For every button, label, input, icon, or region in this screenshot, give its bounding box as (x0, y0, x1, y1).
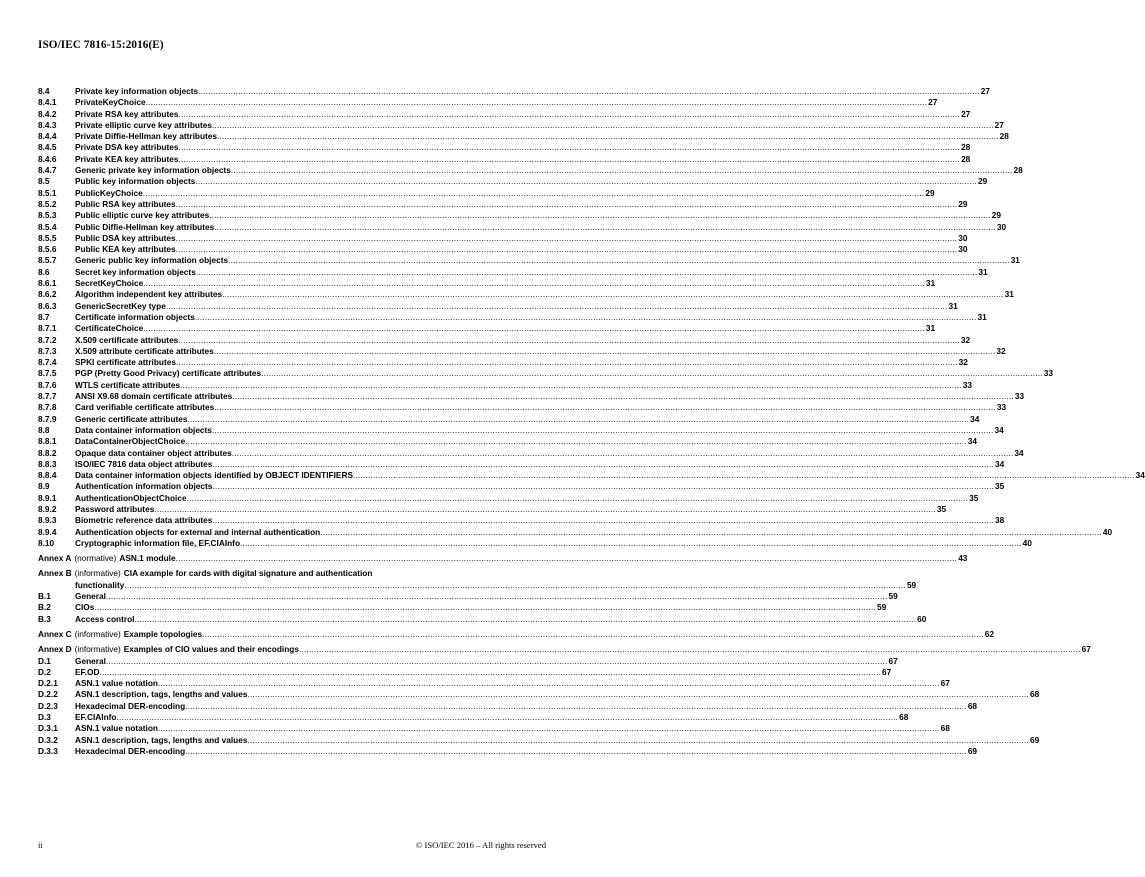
entry-title: ASN.1 value notation (75, 678, 158, 689)
entry-page: 29 (991, 210, 1002, 221)
entry-page: 31 (925, 278, 936, 289)
toc-entry[interactable] (38, 402, 1007, 413)
toc-entry[interactable] (38, 503, 947, 515)
leader-dots (299, 644, 1081, 655)
entry-number: B.1 (38, 591, 51, 602)
entry-page: 34 (1014, 447, 1024, 458)
entry-number: 8.5 (38, 176, 50, 187)
entry-title: Private key information objects (75, 86, 199, 96)
entry-page: 30 (996, 221, 1007, 232)
annex-title: Example topologies (123, 628, 203, 639)
leader-dots (178, 109, 960, 120)
annex-label: Annex B (38, 568, 72, 579)
entry-page: 30 (958, 244, 968, 255)
copyright-notice: © ISO/IEC 2016 – All rights reserved (415, 840, 546, 850)
leader-dots (212, 459, 994, 470)
entry-page: 32 (958, 357, 968, 368)
entry-title: ASN.1 description, tags, lengths and values (75, 689, 248, 700)
annex-page: 62 (984, 628, 994, 639)
leader-dots (178, 335, 960, 346)
document-header: ISO/IEC 7816-15:2016(E) (38, 39, 164, 51)
annex-page: 43 (958, 553, 968, 564)
entry-title: Private RSA key attributes (75, 108, 179, 119)
toc-entry[interactable] (38, 591, 898, 602)
entry-number: 8.8.3 (38, 458, 57, 469)
leader-dots (94, 602, 876, 613)
entry-page: 69 (1030, 734, 1040, 745)
entry-number: 8.5.1 (38, 187, 57, 198)
entry-title: Public KEA key attributes (75, 244, 176, 255)
toc-entry[interactable] (38, 108, 971, 120)
leader-dots (99, 667, 881, 678)
toc-entry[interactable] (38, 131, 1009, 142)
entry-title: Public key information objects (75, 176, 196, 187)
toc-entry[interactable] (38, 424, 1004, 436)
entry-page: 67 (888, 655, 898, 666)
toc-entry[interactable] (38, 613, 927, 625)
entry-page: 31 (978, 266, 988, 277)
toc-entry[interactable] (38, 526, 1113, 538)
toc-entry[interactable] (38, 244, 968, 255)
toc-annex-b-continued[interactable] (38, 579, 917, 591)
annex-type: (informative) (74, 628, 121, 639)
entry-title: Public DSA key attributes (75, 232, 176, 243)
entry-number: 8.8.1 (38, 436, 57, 447)
entry-title: ASN.1 description, tags, lengths and values (75, 734, 248, 745)
toc-annex-d[interactable] (38, 644, 1091, 655)
entry-number: 8.6.1 (38, 278, 57, 289)
leader-dots (195, 176, 977, 187)
entry-number: D.2 (38, 666, 51, 677)
toc-entry[interactable] (38, 655, 898, 667)
leader-dots (176, 553, 958, 564)
entry-title: ANSI X9.68 domain certificate attributes (75, 391, 233, 402)
entry-number: 8.4 (38, 86, 50, 96)
leader-dots (202, 629, 984, 640)
entry-page: 34 (994, 424, 1004, 435)
entry-page: 30 (958, 232, 968, 243)
toc-entry[interactable] (38, 176, 988, 187)
entry-title: ISO/IEC 7816 data object attributes (75, 458, 213, 469)
leader-dots (261, 368, 1043, 379)
entry-title: PGP (Pretty Good Privacy) certificate attributes (75, 368, 262, 379)
toc-annex-c[interactable] (38, 628, 994, 640)
entry-page: 35 (994, 481, 1005, 492)
leader-dots (106, 656, 888, 667)
entry-title: Data container information objects identified by OBJECT IDENTIFIERS (75, 470, 353, 481)
annex-title: CIA example for cards with digital signature and authentication (123, 568, 373, 579)
toc-entry[interactable] (38, 470, 1145, 481)
toc-entry[interactable] (38, 232, 968, 244)
entry-page: 67 (940, 678, 950, 689)
entry-number: D.3.3 (38, 745, 58, 756)
toc-entry[interactable] (38, 413, 980, 425)
entry-title: SecretKeyChoice (75, 278, 144, 289)
entry-page: 32 (960, 334, 971, 345)
entry-title: Generic certificate attributes (75, 413, 188, 424)
toc-entry[interactable] (38, 278, 936, 289)
entry-title: Hexadecimal DER-encoding (75, 700, 186, 711)
entry-title: Certificate information objects (75, 311, 195, 322)
leader-dots (209, 210, 991, 221)
entry-page: 33 (996, 402, 1007, 413)
entry-title: CIOs (75, 602, 95, 613)
leader-dots (353, 470, 1135, 481)
leader-dots (178, 154, 960, 165)
toc-entry[interactable] (38, 289, 1014, 300)
entry-title: Public elliptic curve key attributes (75, 210, 210, 221)
toc-entry[interactable] (38, 165, 1023, 176)
toc-entry[interactable] (38, 700, 978, 712)
leader-dots (214, 222, 996, 233)
leader-dots (247, 735, 1029, 746)
entry-number: 8.5.7 (38, 255, 57, 266)
entry-number: 8.9.3 (38, 515, 57, 526)
entry-number: 8.4.6 (38, 153, 57, 164)
toc-section-8 (38, 86, 1145, 549)
entry-number: D.3.2 (38, 734, 58, 745)
entry-number: 8.8 (38, 424, 50, 435)
entry-title: EF.CIAInfo (75, 712, 117, 723)
entry-page: 27 (994, 119, 1004, 130)
entry-number: 8.5.2 (38, 198, 57, 209)
toc-entry[interactable] (38, 311, 987, 323)
leader-dots (134, 614, 916, 625)
entry-title: Biometric reference data attributes (75, 515, 213, 526)
toc-entry[interactable] (38, 678, 950, 689)
leader-dots (116, 712, 898, 723)
entry-title: Private KEA key attributes (75, 153, 179, 164)
entry-page: 38 (995, 515, 1005, 526)
entry-number: D.2.1 (38, 678, 58, 689)
entry-page: 59 (888, 591, 898, 602)
table-of-contents (38, 86, 1145, 757)
entry-page: 68 (940, 723, 950, 734)
entry-title: CertificateChoice (75, 323, 144, 334)
leader-dots (247, 689, 1029, 700)
leader-dots (212, 120, 994, 131)
entry-page: 40 (1022, 537, 1032, 548)
entry-page: 40 (1102, 526, 1113, 537)
entry-title: Public Diffie-Hellman key attributes (75, 221, 215, 232)
entry-number: 8.4.5 (38, 142, 57, 153)
entry-page: 29 (925, 187, 935, 198)
entry-page: 68 (899, 712, 909, 723)
entry-number: 8.5.3 (38, 210, 57, 221)
entry-page: 33 (1043, 368, 1053, 379)
entry-number: 8.4.2 (38, 108, 57, 119)
leader-dots (185, 746, 967, 757)
entry-page: 67 (882, 666, 892, 677)
leader-dots (106, 591, 888, 602)
entry-page: 29 (977, 176, 988, 187)
toc-entry[interactable] (38, 666, 892, 678)
toc-entry[interactable] (38, 97, 938, 108)
leader-dots (180, 380, 962, 391)
leader-dots (143, 323, 925, 334)
leader-dots (176, 199, 958, 210)
entry-number: 8.6.2 (38, 289, 57, 300)
entry-number: 8.4.1 (38, 97, 57, 108)
entry-title: Hexadecimal DER-encoding (75, 745, 186, 756)
toc-entry[interactable] (38, 334, 971, 346)
entry-number: 8.9.1 (38, 492, 57, 503)
entry-title: Private elliptic curve key attributes (75, 119, 212, 130)
entry-title: ASN.1 value notation (75, 723, 158, 734)
entry-title: Private Diffie-Hellman key attributes (75, 131, 218, 142)
entry-title: Generic private key information objects (75, 165, 231, 176)
entry-page: 33 (962, 379, 972, 390)
entry-number: D.1 (38, 655, 51, 666)
entry-title: Authentication objects for external and internal authentication (75, 526, 321, 537)
toc-entry[interactable] (38, 142, 971, 153)
toc-entry[interactable] (38, 745, 978, 757)
toc-entry[interactable] (38, 368, 1053, 379)
leader-dots (196, 267, 978, 278)
toc-entry[interactable] (38, 86, 990, 97)
entry-number: 8.7.4 (38, 357, 57, 368)
leader-dots (212, 425, 994, 436)
leader-dots (176, 244, 958, 255)
toc-entry[interactable] (38, 198, 968, 210)
toc-entry[interactable] (38, 187, 935, 199)
entry-title: Private DSA key attributes (75, 142, 179, 153)
entry-number: 8.9 (38, 481, 50, 492)
entry-page: 33 (1014, 391, 1025, 402)
leader-dots (222, 289, 1004, 300)
entry-number: D.3.1 (38, 723, 58, 734)
entry-number: 8.8.2 (38, 447, 57, 458)
entry-number: B.3 (38, 613, 51, 624)
entry-page: 31 (1004, 289, 1014, 300)
entry-number: 8.9.4 (38, 526, 57, 537)
entry-title: Public RSA key attributes (75, 198, 176, 209)
annex-label: Annex C (38, 628, 72, 639)
leader-dots (143, 278, 925, 289)
annex-type: (informative) (74, 568, 121, 579)
leader-dots (158, 678, 940, 689)
annex-page: 67 (1081, 644, 1091, 655)
toc-entry[interactable] (38, 602, 887, 613)
toc-entry[interactable] (38, 458, 1005, 470)
entry-title: Card verifiable certificate attributes (75, 402, 215, 413)
entry-number: 8.10 (38, 537, 55, 548)
leader-dots (166, 301, 948, 312)
toc-entry[interactable] (38, 153, 971, 165)
leader-dots (217, 131, 999, 142)
entry-title: General (75, 591, 106, 602)
leader-dots (185, 701, 967, 712)
entry-number: 8.7.5 (38, 368, 57, 379)
toc-entry[interactable] (38, 266, 988, 278)
entry-page: 68 (967, 700, 978, 711)
entry-number: 8.7.7 (38, 391, 57, 402)
entry-title: X.509 attribute certificate attributes (75, 345, 214, 356)
entry-number: 8.7.9 (38, 413, 57, 424)
entry-page: 34 (970, 413, 980, 424)
toc-annex-d-entries (38, 655, 1040, 758)
entry-number: B.2 (38, 602, 51, 613)
annex-title-continued: functionality (75, 579, 125, 590)
leader-dots (185, 436, 967, 447)
toc-annex-a[interactable] (38, 553, 968, 564)
entry-number: 8.5.5 (38, 232, 57, 243)
entry-page: 69 (967, 745, 978, 756)
entry-number: 8.9.2 (38, 503, 57, 514)
entry-title: WTLS certificate attributes (75, 379, 181, 390)
entry-number: 8.4.4 (38, 131, 57, 142)
entry-title: Cryptographic information file, EF.CIAInfo (75, 537, 241, 548)
annex-title: Examples of CIO values and their encodings (123, 644, 299, 655)
entry-title: Secret key information objects (75, 266, 196, 277)
entry-number: 8.6 (38, 266, 50, 277)
entry-number: 8.7.8 (38, 402, 57, 413)
toc-entry[interactable] (38, 119, 1004, 131)
leader-dots (195, 312, 977, 323)
leader-dots (143, 188, 925, 199)
leader-dots (176, 357, 958, 368)
entry-title: Algorithm independent key attributes (75, 289, 223, 300)
entry-title: X.509 certificate attributes (75, 334, 179, 345)
entry-number: D.2.3 (38, 700, 58, 711)
entry-page: 34 (1135, 470, 1145, 481)
annex-title: ASN.1 module (119, 553, 176, 564)
leader-dots (176, 233, 958, 244)
entry-page: 31 (925, 323, 936, 334)
toc-entry[interactable] (38, 723, 950, 734)
entry-title: PrivateKeyChoice (75, 97, 146, 108)
entry-page: 32 (996, 345, 1006, 356)
entry-page: 27 (928, 97, 938, 108)
toc-entry[interactable] (38, 345, 1006, 357)
entry-page: 31 (1010, 255, 1020, 266)
annex-label: Annex A (38, 553, 72, 564)
leader-dots (232, 448, 1014, 459)
leader-dots (124, 580, 906, 591)
annex-type: (normative) (74, 553, 117, 564)
entry-number: 8.7.3 (38, 345, 57, 356)
entry-title: Generic public key information objects (75, 255, 229, 266)
entry-page: 35 (969, 492, 979, 503)
entry-page: 27 (961, 108, 971, 119)
entry-page: 31 (977, 311, 987, 322)
entry-title: SPKI certificate attributes (75, 357, 176, 368)
entry-page: 28 (961, 153, 971, 164)
toc-entry[interactable] (38, 255, 1020, 266)
toc-entry[interactable] (38, 447, 1024, 459)
toc-entry[interactable] (38, 210, 1002, 221)
entry-title: GenericSecretKey type (75, 300, 166, 311)
page-number: ii (38, 840, 43, 850)
leader-dots (188, 414, 970, 425)
annex-label: Annex D (38, 644, 72, 655)
entry-title: Data container information objects (75, 424, 212, 435)
toc-entry[interactable] (38, 391, 1025, 402)
leader-dots (240, 538, 1022, 549)
entry-title: Authentication information objects (75, 481, 213, 492)
toc-entry[interactable] (38, 712, 909, 723)
entry-number: 8.4.3 (38, 119, 57, 130)
leader-dots (228, 255, 1010, 266)
entry-page: 34 (995, 458, 1005, 469)
toc-entry[interactable] (38, 300, 958, 312)
entry-number: 8.7.6 (38, 379, 57, 390)
leader-dots (158, 723, 940, 734)
leader-dots (178, 142, 960, 153)
leader-dots (214, 402, 996, 413)
toc-entry[interactable] (38, 537, 1032, 549)
entry-number: 8.5.6 (38, 244, 57, 255)
entry-title: AuthenticationObjectChoice (75, 492, 187, 503)
toc-entry[interactable] (38, 323, 936, 334)
leader-dots (320, 527, 1102, 538)
entry-title: Access control (75, 613, 135, 624)
leader-dots (146, 97, 928, 108)
toc-entry[interactable] (38, 221, 1007, 233)
entry-page: 35 (936, 503, 947, 514)
entry-number: D.2.2 (38, 689, 58, 700)
toc-annex-b-entries (38, 591, 927, 625)
toc-entry[interactable] (38, 689, 1040, 700)
annex-page: 59 (906, 579, 917, 590)
annex-type: (informative) (74, 644, 121, 655)
entry-title: Password attributes (75, 503, 155, 514)
entry-page: 28 (1013, 165, 1023, 176)
entry-number: 8.7.1 (38, 323, 57, 334)
entry-number: 8.4.7 (38, 165, 57, 176)
entry-page: 27 (980, 86, 990, 96)
entry-page: 31 (948, 300, 958, 311)
toc-entry[interactable] (38, 734, 1040, 746)
leader-dots (187, 493, 969, 504)
entry-number: 8.8.4 (38, 470, 57, 481)
leader-dots (212, 515, 994, 526)
entry-number: 8.6.3 (38, 300, 57, 311)
leader-dots (154, 504, 936, 515)
entry-page: 59 (876, 602, 887, 613)
entry-page: 68 (1030, 689, 1040, 700)
toc-entry[interactable] (38, 436, 978, 447)
entry-page: 34 (967, 436, 978, 447)
entry-number: 8.5.4 (38, 221, 57, 232)
entry-title: General (75, 655, 106, 666)
toc-entry[interactable] (38, 357, 968, 368)
entry-title: Opaque data container object attributes (75, 447, 232, 458)
entry-page: 60 (917, 613, 927, 624)
entry-page: 28 (961, 142, 971, 153)
entry-title: EF.OD (75, 666, 100, 677)
entry-number: D.3 (38, 712, 51, 723)
toc-entry[interactable] (38, 515, 1005, 526)
entry-page: 29 (958, 198, 968, 209)
leader-dots (231, 165, 1013, 176)
leader-dots (198, 86, 980, 97)
leader-dots (232, 391, 1014, 402)
toc-entry[interactable] (38, 379, 972, 391)
toc-entry[interactable] (38, 481, 1005, 492)
entry-page: 28 (999, 131, 1009, 142)
leader-dots (214, 346, 996, 357)
entry-title: PublicKeyChoice (75, 187, 143, 198)
leader-dots (212, 481, 994, 492)
entry-title: DataContainerObjectChoice (75, 436, 186, 447)
entry-number: 8.7.2 (38, 334, 57, 345)
toc-annex-b[interactable] (38, 568, 546, 579)
toc-entry[interactable] (38, 492, 979, 504)
entry-number: 8.7 (38, 311, 50, 322)
